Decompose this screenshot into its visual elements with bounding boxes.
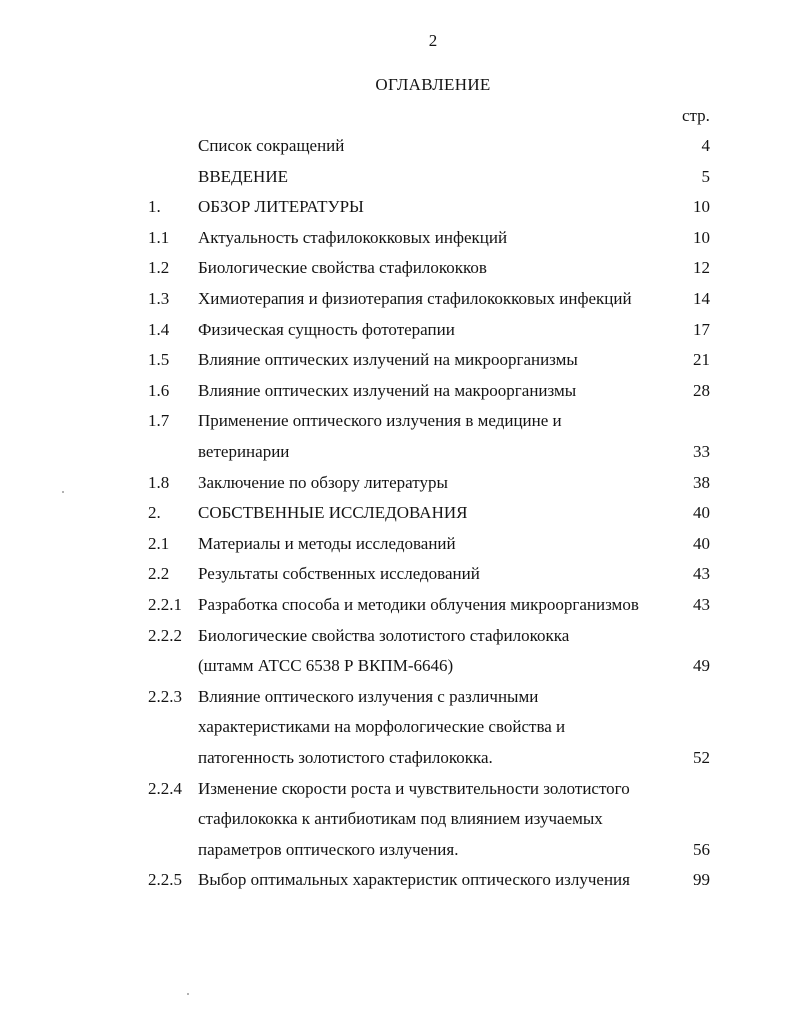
toc-entry-page: 56 xyxy=(693,840,710,859)
toc-entry-number: 1. xyxy=(148,197,161,216)
toc-entry-number: 2.2.3 xyxy=(148,687,182,706)
toc-entry-number: 1.5 xyxy=(148,350,170,369)
toc-entry-page: 28 xyxy=(693,381,710,400)
toc-entry-number: 1.7 xyxy=(148,411,170,430)
toc-entry-page: 5 xyxy=(701,167,710,186)
toc-entry-page: 33 xyxy=(693,442,710,461)
toc-entry-text: Химиотерапия и физиотерапия стафилококковых инфекций xyxy=(198,289,632,308)
toc-entry-number: 2.2.5 xyxy=(148,870,182,889)
toc-entry-number: 2. xyxy=(148,503,161,522)
toc-entry-text: Физическая сущность фототерапии xyxy=(198,320,455,339)
toc-entry-text: Заключение по обзору литературы xyxy=(198,473,448,492)
toc-entry-text: Изменение скорости роста и чувствительности золотистого xyxy=(198,779,630,798)
toc-entry-text: характеристиками на морфологические свойства и xyxy=(198,717,566,736)
toc-entry-page: 40 xyxy=(693,503,710,522)
toc-entry-text: ветеринарии xyxy=(198,442,290,461)
toc-entry-number: 1.4 xyxy=(148,320,170,339)
toc-entry-text: патогенность золотистого стафилококка. xyxy=(198,748,493,767)
toc-entry-text: ВВЕДЕНИЕ xyxy=(198,167,288,186)
toc-entry-number: 1.2 xyxy=(148,258,170,277)
toc-entry-text: СОБСТВЕННЫЕ ИССЛЕДОВАНИЯ xyxy=(198,503,468,522)
toc-entry-text: стафилококка к антибиотикам под влиянием изучаемых xyxy=(198,809,603,828)
toc-entry-text: Материалы и методы исследований xyxy=(198,534,456,553)
toc-entry-text: Влияние оптических излучений на макроорганизмы xyxy=(198,381,577,400)
toc-entry-page: 14 xyxy=(693,289,710,308)
toc-entry-text: Актуальность стафилококковых инфекций xyxy=(198,228,508,247)
toc-entry-page: 21 xyxy=(693,350,710,369)
toc-entry-text: Разработка способа и методики облучения микроорганизмов xyxy=(198,595,639,614)
toc-entry-number: 2.1 xyxy=(148,534,170,553)
toc-entry-text: Влияние оптических излучений на микроорганизмы xyxy=(198,350,578,369)
toc-entry-text: Биологические свойства золотистого стафилококка xyxy=(198,626,570,645)
toc-entry-page: 43 xyxy=(693,564,710,583)
toc-entry-text: ОБЗОР ЛИТЕРАТУРЫ xyxy=(198,197,364,216)
toc-entry-text: Результаты собственных исследований xyxy=(198,564,480,583)
toc-entry-page: 12 xyxy=(693,258,710,277)
toc-entry-text: (штамм АТСС 6538 Р ВКПМ-6646) xyxy=(198,656,454,675)
toc-entry-text: параметров оптического излучения. xyxy=(198,840,459,859)
toc-entry-number: 2.2 xyxy=(148,564,170,583)
toc-entry-page: 10 xyxy=(693,197,710,216)
page-number: 2 xyxy=(428,31,438,50)
toc-entry-text: Выбор оптимальных характеристик оптического излучения xyxy=(198,870,630,889)
page-column-label: стр. xyxy=(682,106,710,125)
toc-entry-page: 38 xyxy=(693,473,710,492)
toc-entry-number: 2.2.4 xyxy=(148,779,182,798)
toc-entry-page: 17 xyxy=(693,320,710,339)
toc-entry-text: Список сокращений xyxy=(198,136,345,155)
toc-entry-page: 40 xyxy=(693,534,710,553)
toc-entry-number: 2.2.1 xyxy=(148,595,182,614)
toc-entry-page: 49 xyxy=(693,656,710,675)
scan-speck xyxy=(187,993,189,995)
toc-entry-page: 43 xyxy=(693,595,710,614)
toc-title: ОГЛАВЛЕНИЕ xyxy=(375,75,491,94)
toc-entry-page: 10 xyxy=(693,228,710,247)
toc-entry-page: 52 xyxy=(693,748,710,767)
toc-entry-text: Влияние оптического излучения с различными xyxy=(198,687,539,706)
toc-entry-number: 2.2.2 xyxy=(148,626,182,645)
toc-entry-number: 1.6 xyxy=(148,381,170,400)
toc-entry-number: 1.8 xyxy=(148,473,170,492)
toc-entry-number: 1.3 xyxy=(148,289,170,308)
scan-speck xyxy=(62,491,64,493)
toc-entry-number: 1.1 xyxy=(148,228,170,247)
toc-entry-text: Биологические свойства стафилококков xyxy=(198,258,487,277)
toc-entry-text: Применение оптического излучения в медицине и xyxy=(198,411,562,430)
toc-entry-page: 99 xyxy=(693,870,710,889)
toc-entry-page: 4 xyxy=(701,136,710,155)
